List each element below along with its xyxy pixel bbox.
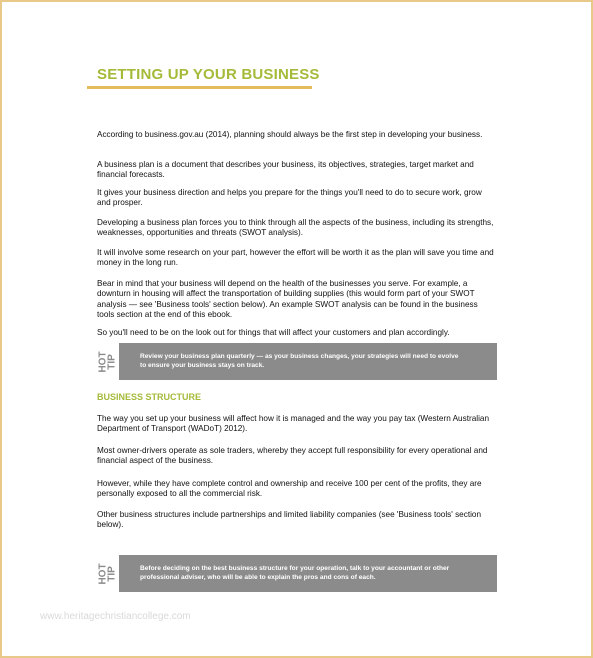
- section-heading: BUSINESS STRUCTURE: [97, 392, 202, 402]
- section-paragraph-4: Other business structures include partnerships and limited liability companies (see 'Business tools' section below).: [97, 510, 482, 530]
- hot-tip-badge-label: HOT TIP: [97, 350, 118, 373]
- hot-tip-box-2: [97, 555, 497, 592]
- paragraph-3: It gives your business direction and helps you prepare for the things you'll need to do to secure work, grow and prosper.: [97, 188, 482, 208]
- page-title: SETTING UP YOUR BUSINESS: [97, 66, 320, 83]
- hot-tip-badge-2: [97, 555, 119, 592]
- section-paragraph-1: The way you set up your business will affect how it is managed and the way you pay tax (Western Australian Department of Transport (WADoT) 2012).: [97, 414, 489, 434]
- hot-tip-badge: [97, 343, 119, 380]
- section-paragraph-3: However, while they have complete control and ownership and receive 100 per cent of the profits, they are personally exposed to all the commercial risk.: [97, 479, 482, 499]
- paragraph-2: A business plan is a document that describes your business, its objectives, strategies, target market and financial forecasts.: [97, 160, 474, 180]
- paragraph-6: Bear in mind that your business will depend on the health of the businesses you serve. For example, a downturn in housing will affect the transportation of building supplies (this would form part of your SWOT analysis — see 'Business tools' section below). An example SWOT analysis can be found in the business tools section at the end of this ebook.: [97, 279, 478, 319]
- hot-tip-box: [97, 343, 497, 380]
- hot-tip-badge-label-2: HOT TIP: [97, 562, 118, 585]
- watermark-text: www.heritagechristiancollege.com: [40, 611, 191, 622]
- paragraph-4: Developing a business plan forces you to think through all the aspects of the business, including its strengths, weaknesses, opportunities and threats (SWOT analysis).: [97, 218, 494, 238]
- paragraph-1: According to business.gov.au (2014), planning should always be the first step in developing your business.: [97, 130, 483, 139]
- section-paragraph-2: Most owner-drivers operate as sole traders, whereby they accept full responsibility for every operational and financial aspect of the business.: [97, 446, 488, 466]
- paragraph-5: It will involve some research on your part, however the effort will be worth it as the plan will save you time and money in the long run.: [97, 248, 494, 268]
- paragraph-7: So you'll need to be on the look out for things that will affect your customers and plan accordingly.: [97, 328, 450, 337]
- hot-tip-text-2: Before deciding on the best business structure for your operation, talk to your accountant or other professional adviser, who will be able to explain the pros and cons of each.: [140, 565, 450, 581]
- hot-tip-text: Review your business plan quarterly — as your business changes, your strategies will need to evolve to ensure your business stays on track.: [140, 353, 459, 369]
- title-underline: [87, 86, 312, 89]
